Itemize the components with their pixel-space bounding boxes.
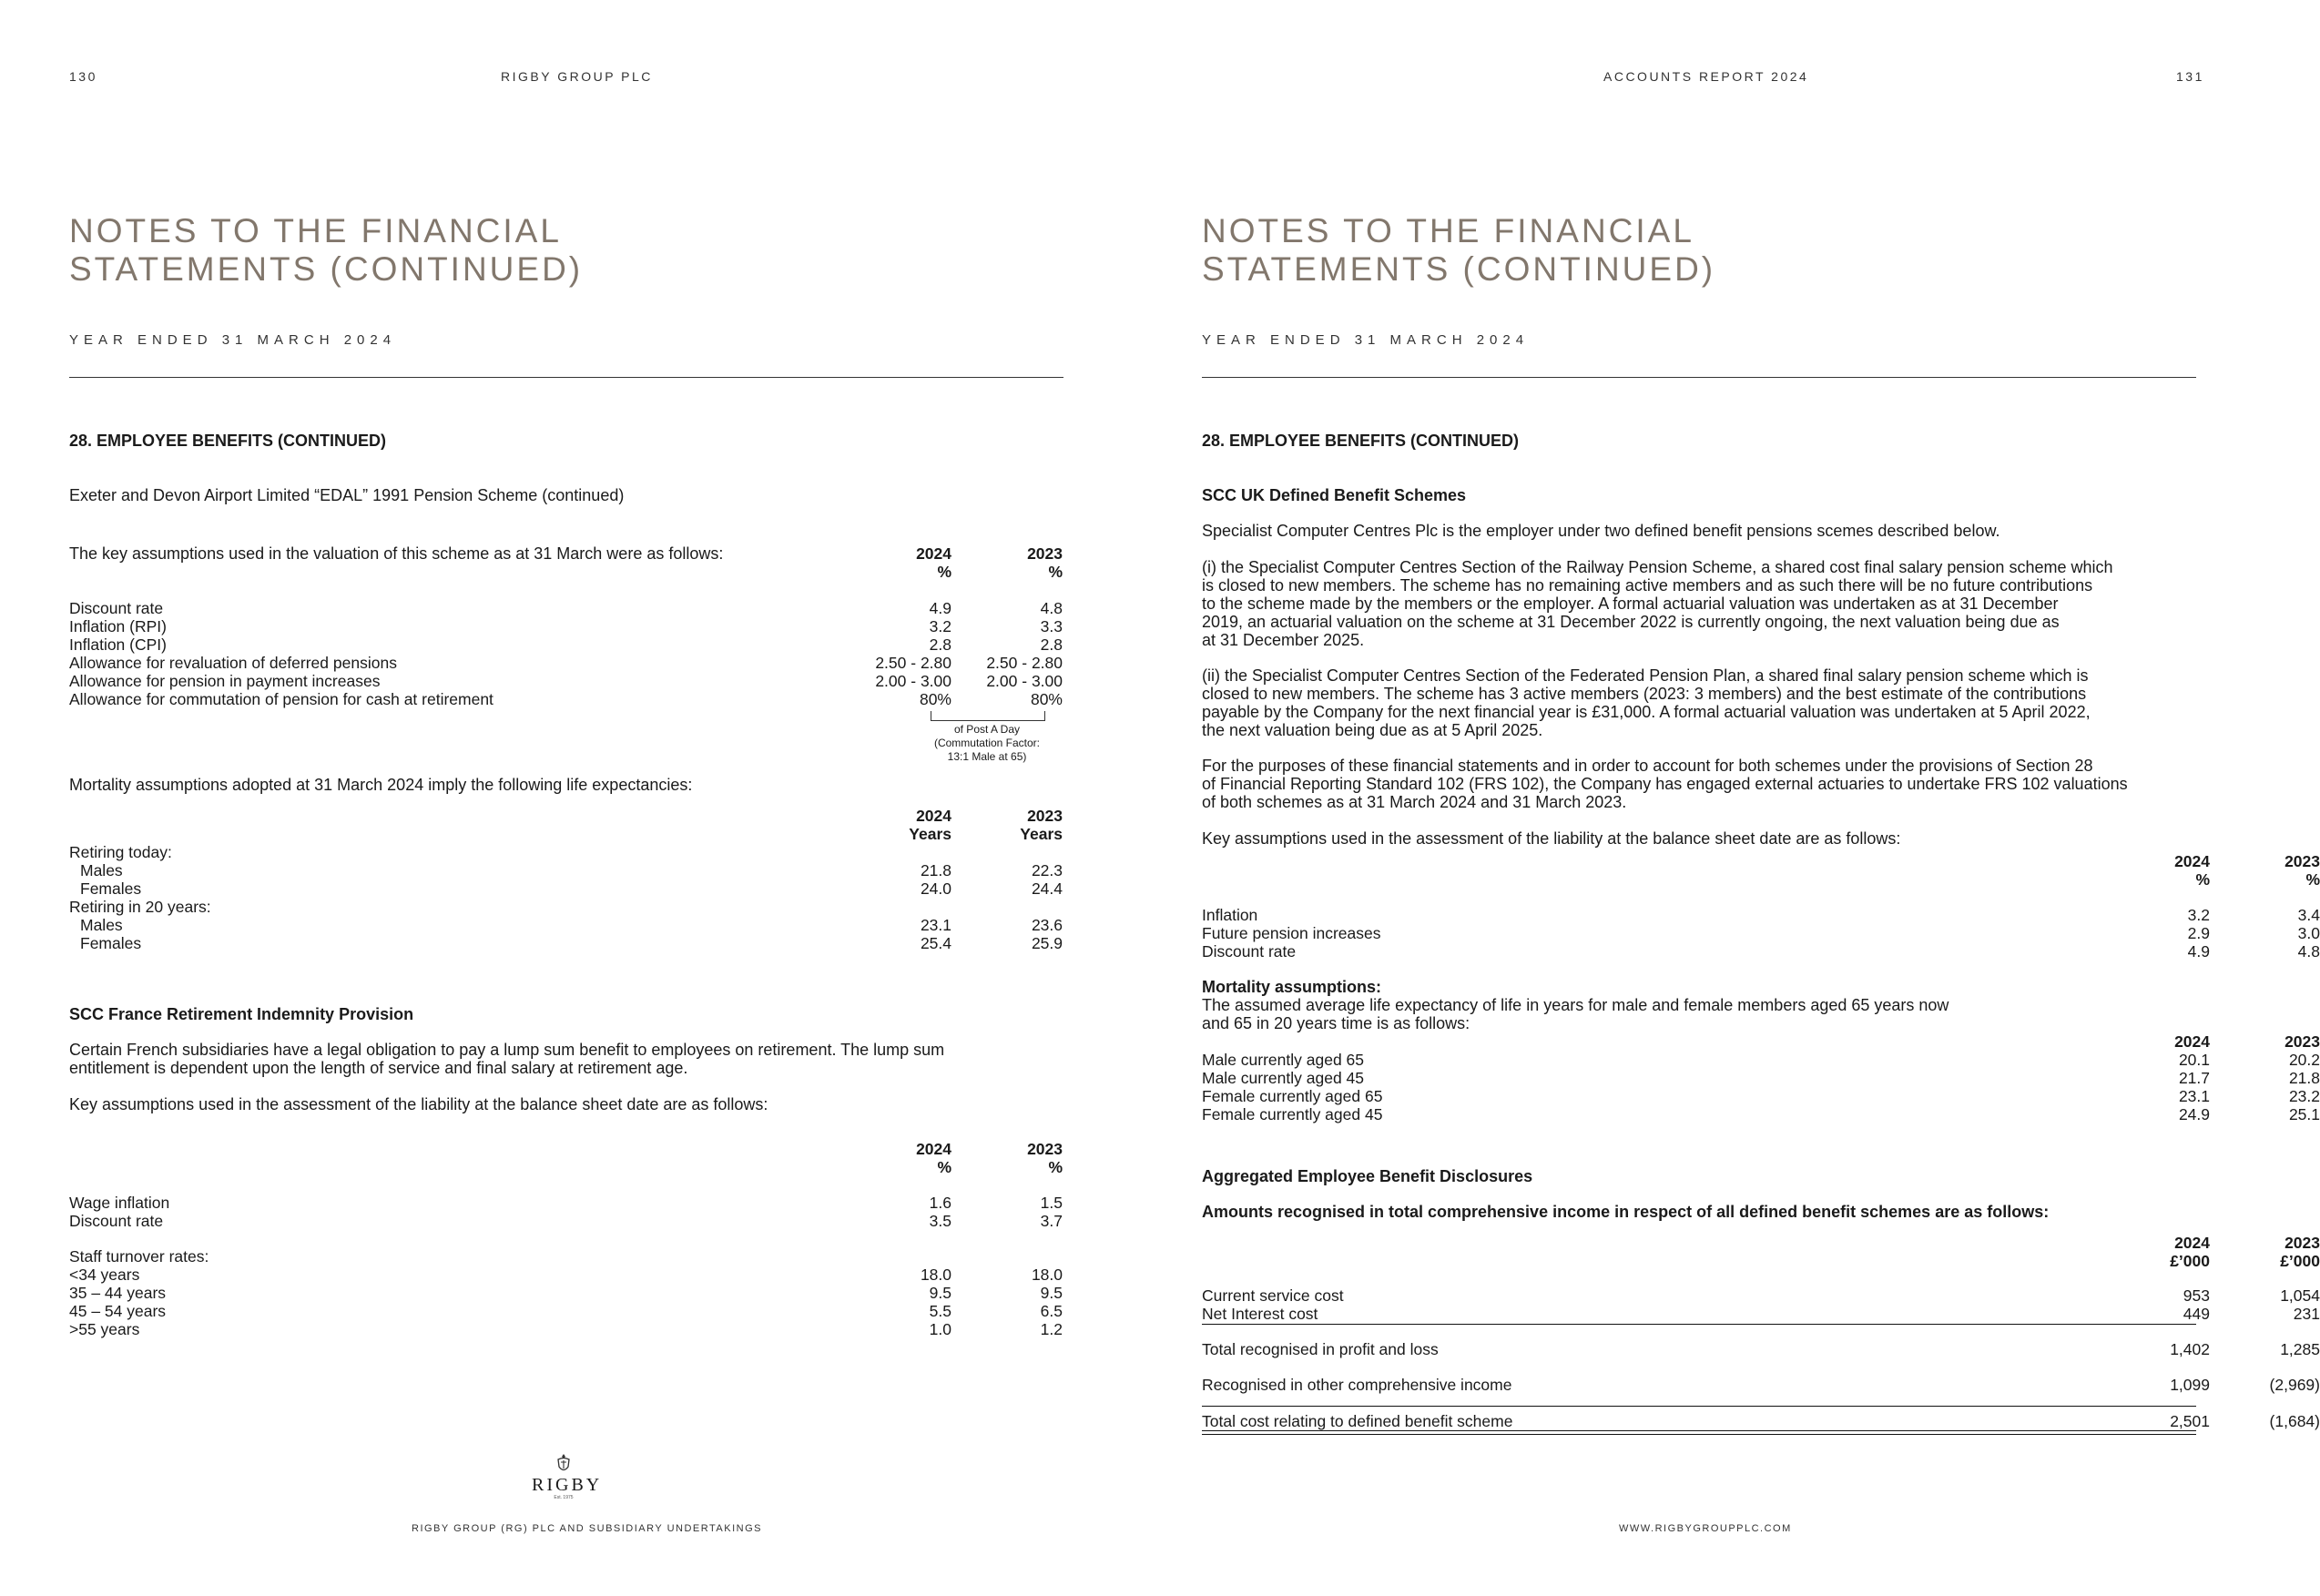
table-cell-2023: 2.00 - 3.00 — [986, 672, 1063, 690]
running-header: RIGBY GROUP PLC — [501, 69, 653, 84]
paragraph-line: is closed to new members. The scheme has no remaining active members and as such there will be no future contributions — [1202, 576, 2093, 595]
column-header-2024: 2024 — [916, 807, 951, 825]
page-title — [69, 212, 583, 289]
unit-header-2024: % — [937, 563, 951, 581]
page-title — [1202, 212, 1715, 289]
commutation-note-line-2: (Commutation Factor: — [933, 737, 1041, 749]
table-cell-2024: 3.2 — [2187, 906, 2210, 924]
column-header-2023: 2023 — [1027, 544, 1063, 563]
table-row-label: Females — [80, 934, 142, 952]
mortality-text-line-2: and 65 in 20 years time is as follows: — [1202, 1014, 1470, 1032]
title-line-2: STATEMENTS (CONTINUED) — [69, 250, 584, 288]
table-cell-2024: 953 — [2183, 1286, 2210, 1305]
table-cell-2024: 23.1 — [2178, 1087, 2210, 1105]
table-row-label: Wage inflation — [69, 1194, 170, 1212]
paragraph-line: of Financial Reporting Standard 102 (FRS 102), the Company has engaged external actuaries to undertake FRS 102 valuations — [1202, 775, 2128, 793]
table-cell-2024: 20.1 — [2178, 1051, 2210, 1069]
commutation-note-line-1: of Post A Day — [953, 723, 1021, 736]
table-cell-2023: (2,969) — [2269, 1376, 2320, 1394]
table-cell-2024: 2.50 - 2.80 — [875, 654, 951, 672]
table-row-label: Female currently aged 45 — [1202, 1105, 1383, 1123]
column-header-2023: 2023 — [2284, 852, 2320, 870]
table-cell-2024: 2,501 — [2170, 1412, 2210, 1430]
table-row-label: Inflation (RPI) — [69, 617, 167, 635]
table-row-label: Net Interest cost — [1202, 1305, 1318, 1323]
table-cell-2023: 2.50 - 2.80 — [986, 654, 1063, 672]
table-row-label: >55 years — [69, 1320, 140, 1338]
edal-heading: Exeter and Devon Airport Limited “EDAL” 1991 Pension Scheme (continued) — [69, 486, 625, 504]
column-header-2023: 2023 — [2284, 1234, 2320, 1252]
unit-header-2023: % — [1048, 1158, 1063, 1176]
column-header-2024: 2024 — [2174, 1234, 2210, 1252]
paragraph-line: (i) the Specialist Computer Centres Section of the Railway Pension Scheme, a shared cost final salary pension scheme which — [1202, 558, 2113, 576]
table-cell-2024: 21.8 — [920, 861, 951, 879]
table-row-label: Recognised in other comprehensive income — [1202, 1376, 1512, 1394]
total-top-rule — [1202, 1406, 2196, 1407]
uk-schemes-intro: Specialist Computer Centres Plc is the employer under two defined benefit pensions scemes described below. — [1202, 522, 2000, 540]
aggregated-heading: Aggregated Employee Benefit Disclosures — [1202, 1167, 1533, 1185]
unit-header-2024: £’000 — [2170, 1252, 2210, 1270]
column-header-2024: 2024 — [2174, 1032, 2210, 1051]
page-number: 131 — [2176, 69, 2204, 84]
table-row-label: Allowance for revaluation of deferred pensions — [69, 654, 397, 672]
running-header: ACCOUNTS REPORT 2024 — [1603, 69, 1809, 84]
table-cell-2024: 449 — [2183, 1305, 2210, 1323]
table-cell-2023: 4.8 — [2297, 942, 2320, 961]
crest-icon — [555, 1453, 573, 1475]
table-cell-2023: 1,054 — [2280, 1286, 2320, 1305]
table-cell-2024: 2.00 - 3.00 — [875, 672, 951, 690]
table-row-label: 35 – 44 years — [69, 1284, 167, 1302]
table-cell-2023: 3.0 — [2297, 924, 2320, 942]
table-cell-2023: 22.3 — [1031, 861, 1063, 879]
table-row-label: Female currently aged 65 — [1202, 1087, 1383, 1105]
table-cell-2024: 1.0 — [929, 1320, 951, 1338]
table-cell-2024: 3.5 — [929, 1212, 951, 1230]
right-page — [1129, 0, 2320, 1596]
subtotal-rule — [1202, 1324, 2196, 1325]
unit-header-2023: £’000 — [2280, 1252, 2320, 1270]
table-row-label: Discount rate — [1202, 942, 1297, 961]
table-cell-2024: 1.6 — [929, 1194, 951, 1212]
title-line-1: NOTES TO THE FINANCIAL — [69, 212, 562, 249]
unit-header-2023: Years — [1020, 825, 1063, 843]
column-header-2023: 2023 — [1027, 1140, 1063, 1158]
page-subtitle: YEAR ENDED 31 MARCH 2024 — [69, 332, 397, 348]
column-header-2024: 2024 — [916, 544, 951, 563]
table-cell-2024: 2.9 — [2187, 924, 2210, 942]
table-cell-2023: 23.2 — [2288, 1087, 2320, 1105]
table-row-label: Females — [80, 879, 142, 898]
paragraph-line: to the scheme made by the members or the employer. A formal actuarial valuation was undertaken as at 31 December — [1202, 595, 2059, 613]
column-header-2024: 2024 — [2174, 852, 2210, 870]
footer: WWW.RIGBYGROUPPLC.COM — [1619, 1523, 1792, 1534]
table-cell-2023: 18.0 — [1031, 1266, 1063, 1284]
table-row-label: Retiring today: — [69, 843, 172, 861]
table-cell-2024: 80% — [919, 690, 951, 708]
table-cell-2024: 3.2 — [929, 617, 951, 635]
mortality-text-line-1: The assumed average life expectancy of life in years for male and female members aged 65 years now — [1202, 996, 1949, 1014]
paragraph-line: payable by the Company for the next financial year is £31,000. A formal actuarial valuation was undertaken at 5 April 2022, — [1202, 703, 2091, 721]
table-cell-2023: 3.7 — [1040, 1212, 1063, 1230]
logo-wordmark: RIGBY — [532, 1475, 603, 1495]
table-cell-2023: 25.9 — [1031, 934, 1063, 952]
title-line-1: NOTES TO THE FINANCIAL — [1202, 212, 1694, 249]
key-assumptions-intro: Key assumptions used in the assessment of the liability at the balance sheet date are as follows: — [1202, 829, 1901, 848]
table-cell-2024: 5.5 — [929, 1302, 951, 1320]
header-divider — [69, 377, 1063, 378]
table-cell-2023: 3.3 — [1040, 617, 1063, 635]
unit-header-2024: % — [2195, 870, 2210, 889]
column-header-2023: 2023 — [1027, 807, 1063, 825]
commutation-note — [911, 723, 1063, 764]
table-cell-2023: 4.8 — [1040, 599, 1063, 617]
table-cell-2023: 20.2 — [2288, 1051, 2320, 1069]
table-cell-2023: 25.1 — [2288, 1105, 2320, 1123]
table-cell-2023: 1,285 — [2280, 1340, 2320, 1358]
table-row-label: Total cost relating to defined benefit scheme — [1202, 1412, 1513, 1430]
header-divider — [1202, 377, 2196, 378]
table-cell-2023: 1.5 — [1040, 1194, 1063, 1212]
table-cell-2023: 9.5 — [1040, 1284, 1063, 1302]
turnover-heading: Staff turnover rates: — [69, 1247, 209, 1266]
page-number: 130 — [69, 69, 97, 84]
logo-established: Est. 1975 — [554, 1495, 574, 1500]
table-cell-2024: 21.7 — [2178, 1069, 2210, 1087]
paragraph-line: of both schemes as at 31 March 2024 and 31 March 2023. — [1202, 793, 1627, 811]
table-row-label: Retiring in 20 years: — [69, 898, 211, 916]
paragraph-line: the next valuation being due as at 5 April 2025. — [1202, 721, 1543, 739]
table-row-label: <34 years — [69, 1266, 140, 1284]
france-key-intro: Key assumptions used in the assessment of the liability at the balance sheet date are as follows: — [69, 1095, 768, 1113]
paragraph-line: (ii) the Specialist Computer Centres Section of the Federated Pension Plan, a shared final salary pension scheme which is — [1202, 666, 2089, 685]
aggregated-subheading: Amounts recognised in total comprehensive income in respect of all defined benefit schemes are as follows: — [1202, 1203, 2050, 1221]
table-row-label: 45 – 54 years — [69, 1302, 167, 1320]
title-line-2: STATEMENTS (CONTINUED) — [1202, 250, 1716, 288]
left-page — [0, 0, 1129, 1596]
table-cell-2024: 9.5 — [929, 1284, 951, 1302]
key-assumptions-intro: The key assumptions used in the valuation of this scheme as at 31 March were as follows: — [69, 544, 724, 563]
table-cell-2023: 1.2 — [1040, 1320, 1063, 1338]
uk-schemes-heading: SCC UK Defined Benefit Schemes — [1202, 486, 1467, 504]
france-paragraph-line-1: Certain French subsidiaries have a legal obligation to pay a lump sum benefit to employees on retirement. The lump sum — [69, 1041, 945, 1059]
paragraph-line: For the purposes of these financial statements and in order to account for both schemes under the provisions of Section 28 — [1202, 757, 2093, 775]
table-cell-2024: 1,099 — [2170, 1376, 2210, 1394]
table-cell-2024: 4.9 — [2187, 942, 2210, 961]
table-cell-2023: 80% — [1030, 690, 1063, 708]
paragraph-line: 2019, an actuarial valuation on the scheme at 31 December 2022 is currently ongoing, the next valuation being due as — [1202, 613, 2060, 631]
rigby-logo — [532, 1453, 603, 1500]
table-cell-2024: 23.1 — [920, 916, 951, 934]
table-row-label: Current service cost — [1202, 1286, 1344, 1305]
table-cell-2023: 23.6 — [1031, 916, 1063, 934]
section-heading: 28. EMPLOYEE BENEFITS (CONTINUED) — [1202, 432, 1520, 450]
footer: RIGBY GROUP (RG) PLC AND SUBSIDIARY UNDERTAKINGS — [412, 1523, 762, 1534]
table-cell-2024: 25.4 — [920, 934, 951, 952]
paragraph-line: closed to new members. The scheme has 3 active members (2023: 3 members) and the best estimate of the contributions — [1202, 685, 2087, 703]
table-cell-2023: 21.8 — [2288, 1069, 2320, 1087]
mortality-heading: Mortality assumptions: — [1202, 978, 1382, 996]
unit-header-2023: % — [1048, 563, 1063, 581]
table-cell-2024: 24.9 — [2178, 1105, 2210, 1123]
table-row-label: Future pension increases — [1202, 924, 1381, 942]
table-row-label: Males — [80, 861, 123, 879]
mortality-intro: Mortality assumptions adopted at 31 March 2024 imply the following life expectancies: — [69, 776, 693, 794]
france-paragraph-line-2: entitlement is dependent upon the length of service and final salary at retirement age. — [69, 1059, 688, 1077]
commutation-bracket — [931, 711, 1045, 721]
table-cell-2024: 4.9 — [929, 599, 951, 617]
table-row-label: Discount rate — [69, 599, 164, 617]
table-row-label: Males — [80, 916, 123, 934]
table-cell-2024: 2.8 — [929, 635, 951, 654]
column-header-2023: 2023 — [2284, 1032, 2320, 1051]
table-cell-2023: (1,684) — [2269, 1412, 2320, 1430]
page-subtitle: YEAR ENDED 31 MARCH 2024 — [1202, 332, 1530, 348]
table-row-label: Allowance for pension in payment increases — [69, 672, 381, 690]
table-row-label: Inflation — [1202, 906, 1258, 924]
unit-header-2024: Years — [909, 825, 951, 843]
table-cell-2023: 6.5 — [1040, 1302, 1063, 1320]
table-cell-2023: 24.4 — [1031, 879, 1063, 898]
unit-header-2023: % — [2305, 870, 2320, 889]
table-cell-2024: 1,402 — [2170, 1340, 2210, 1358]
france-heading: SCC France Retirement Indemnity Provision — [69, 1005, 414, 1023]
table-cell-2023: 2.8 — [1040, 635, 1063, 654]
table-row-label: Total recognised in profit and loss — [1202, 1340, 1439, 1358]
table-cell-2023: 3.4 — [2297, 906, 2320, 924]
table-row-label: Male currently aged 65 — [1202, 1051, 1365, 1069]
table-cell-2024: 18.0 — [920, 1266, 951, 1284]
table-cell-2023: 231 — [2293, 1305, 2320, 1323]
column-header-2024: 2024 — [916, 1140, 951, 1158]
table-row-label: Discount rate — [69, 1212, 164, 1230]
table-row-label: Male currently aged 45 — [1202, 1069, 1365, 1087]
paragraph-line: at 31 December 2025. — [1202, 631, 1365, 649]
commutation-note-line-3: 13:1 Male at 65) — [947, 750, 1027, 763]
table-row-label: Allowance for commutation of pension for cash at retirement — [69, 690, 494, 708]
unit-header-2024: % — [937, 1158, 951, 1176]
table-row-label: Inflation (CPI) — [69, 635, 167, 654]
section-heading: 28. EMPLOYEE BENEFITS (CONTINUED) — [69, 432, 387, 450]
table-cell-2024: 24.0 — [920, 879, 951, 898]
total-double-rule — [1202, 1430, 2196, 1435]
